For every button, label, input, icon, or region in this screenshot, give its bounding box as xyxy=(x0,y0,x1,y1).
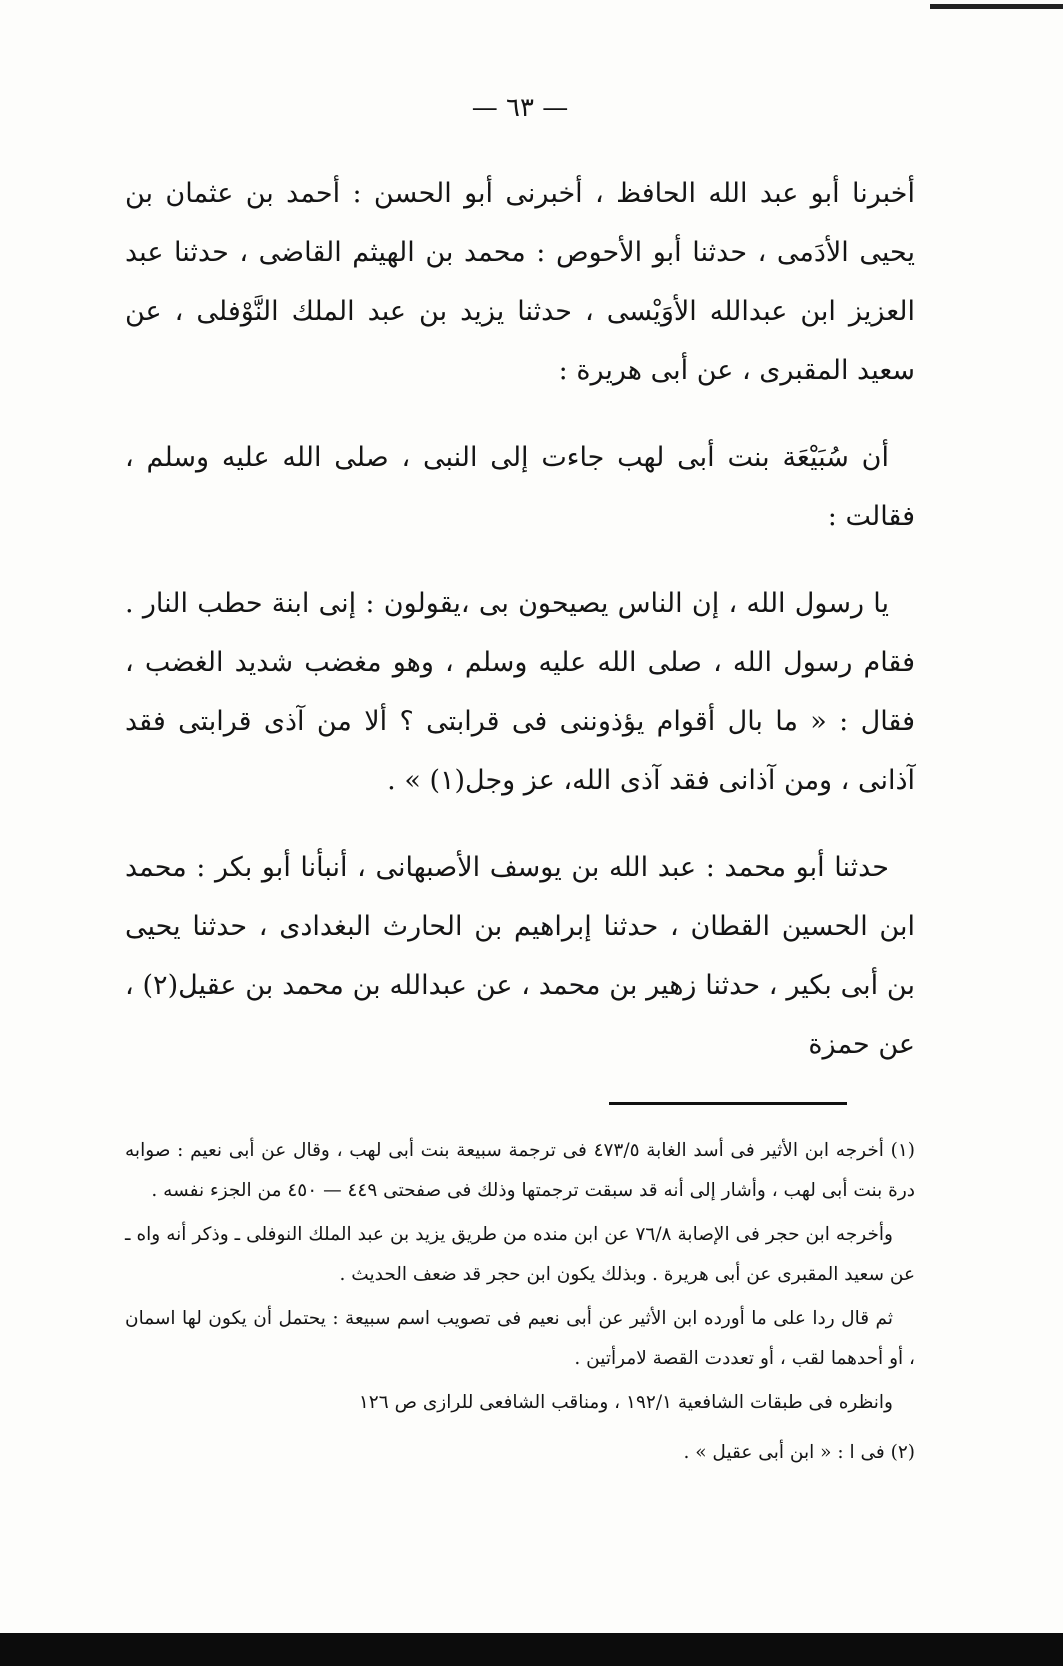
footnote-2: (٢) فى ا : « ابن أبى عقيل » . xyxy=(683,1442,915,1463)
paragraph-isnad-1: أخبرنا أبو عبد الله الحافظ ، أخبرنى أبو الحسن : أحمد بن عثمان بن يحيى الأدَمى ، حدثنا أبو الأحوص : محمد بن الهيثم القاضى ، حدثنا عبد العزيز ابن عبدالله الأوَيْسى ، حدثنا يزيد بن عبد الملك النَّوْفلى ، عن سعيد المقبرى ، عن أبى هريرة : xyxy=(125,178,915,386)
bottom-scan-border xyxy=(0,1633,1063,1666)
footnote-1-references: وانظره فى طبقات الشافعية ١٩٢/١ ، ومناقب الشافعى للرازى ص ١٢٦ xyxy=(358,1392,893,1413)
paragraph-isnad-2: حدثنا أبو محمد : عبد الله بن يوسف الأصبهانى ، أنبأنا أبو بكر : محمد ابن الحسين القطان ، حدثنا إبراهيم بن الحارث البغدادى ، حدثنا يحيى بن أبى بكير ، حدثنا زهير بن محمد ، عن عبدالله بن محمد بن عقيل(٢) ، عن حمزة xyxy=(125,852,915,1060)
footnote-1-ibn-hajar: وأخرجه ابن حجر فى الإصابة ٧٦/٨ عن ابن منده من طريق يزيد بن عبد الملك النوفلى ـ وذكر أنه واه ـ عن سعيد المقبرى عن أبى هريرة . وبذلك يكون ابن حجر قد ضعف الحديث . xyxy=(125,1224,915,1285)
paragraph-subayah-arrival: أن سُبَيْعَة بنت أبى لهب جاءت إلى النبى ، صلى الله عليه وسلم ، فقالت : xyxy=(125,442,915,532)
page-number: — ٦٣ — xyxy=(471,93,569,123)
footnotes xyxy=(125,1131,915,1473)
footnote-divider xyxy=(609,1102,847,1105)
paragraph-prophet-response: يا رسول الله ، إن الناس يصيحون بى ،يقولون : إنى ابنة حطب النار . فقام رسول الله ، صلى الله عليه وسلم ، وهو مغضب شديد الغضب ، فقال : « ما بال أقوام يؤذوننى فى قرابتى ؟ ألا من آذى قرابتى فقد آذانى ، ومن آذانى فقد آذى الله، عز وجل(١) » . xyxy=(125,588,915,796)
footnote-1-reply: ثم قال ردا على ما أورده ابن الأثير عن أبى نعيم فى تصويب اسم سبيعة : يحتمل أن يكون لها اسمان ، أو أحدهما لقب ، أو تعددت القصة لامرأتين . xyxy=(125,1308,915,1369)
footnote-1: (١) أخرجه ابن الأثير فى أسد الغابة ٤٧٣/٥ فى ترجمة سبيعة بنت أبى لهب ، وقال عن أبى نعيم : صوابه درة بنت أبى لهب ، وأشار إلى أنه قد سبقت ترجمتها وذلك فى صفحتى ٤٤٩ — ٤٥٠ من الجزء نفسه . xyxy=(125,1140,915,1201)
main-text xyxy=(125,164,915,1074)
top-edge-rule xyxy=(930,4,1063,9)
book-page xyxy=(125,90,915,1477)
